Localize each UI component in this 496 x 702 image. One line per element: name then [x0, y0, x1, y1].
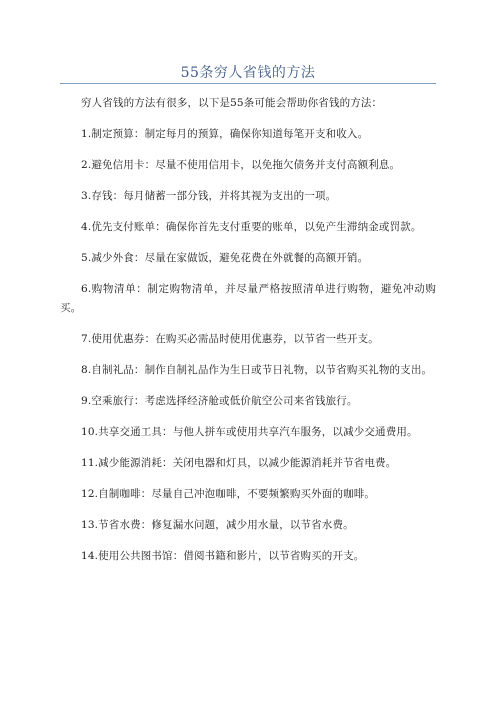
list-item: 10.共享交通工具：与他人拼车或使用共享汽车服务，以减少交通费用。 — [81, 426, 418, 438]
list-item: 1.制定预算：制定每月的预算，确保你知道每笔开支和收入。 — [81, 128, 369, 140]
list-item: 9.空乘旅行：考虑选择经济舱或低价航空公司来省钱旅行。 — [81, 395, 358, 407]
list-item: 6.购物清单：制定购物清单，并尽量严格按照清单进行购物，避免冲动购买。 — [60, 283, 436, 314]
list-item: 7.使用优惠券：在购买必需品时使用优惠券，以节省一些开支。 — [81, 333, 379, 345]
list-item: 14.使用公共图书馆：借阅书籍和影片，以节省购买的开支。 — [81, 550, 365, 562]
document-body — [60, 94, 436, 578]
list-item: 13.节省水费：修复漏水问题，减少用水量，以节省水费。 — [81, 519, 354, 531]
list-item: 12.自制咖啡：尽量自己冲泡咖啡，不要频繁购买外面的咖啡。 — [81, 488, 376, 500]
list-item: 3.存钱：每月储蓄一部分钱，并将其视为支出的一项。 — [81, 190, 337, 202]
document-title: 55条穷人省钱的方法 — [180, 65, 316, 81]
intro-paragraph: 穷人省钱的方法有很多，以下是55条可能会帮助你省钱的方法： — [81, 97, 383, 109]
list-item: 2.避免信用卡：尽量不使用信用卡，以免拖欠债务并支付高额利息。 — [81, 159, 401, 171]
list-item: 4.优先支付账单：确保你首先支付重要的账单，以免产生滞纳金或罚款。 — [81, 221, 422, 233]
list-item: 8.自制礼品：制作自制礼品作为生日或节日礼物，以节省购买礼物的支出。 — [81, 364, 433, 376]
title-divider — [60, 83, 436, 84]
list-item: 5.减少外食：尽量在家做饭，避免花费在外就餐的高额开销。 — [81, 252, 369, 264]
list-item: 11.减少能源消耗：关闭电器和灯具，以减少能源消耗并节省电费。 — [81, 457, 397, 469]
